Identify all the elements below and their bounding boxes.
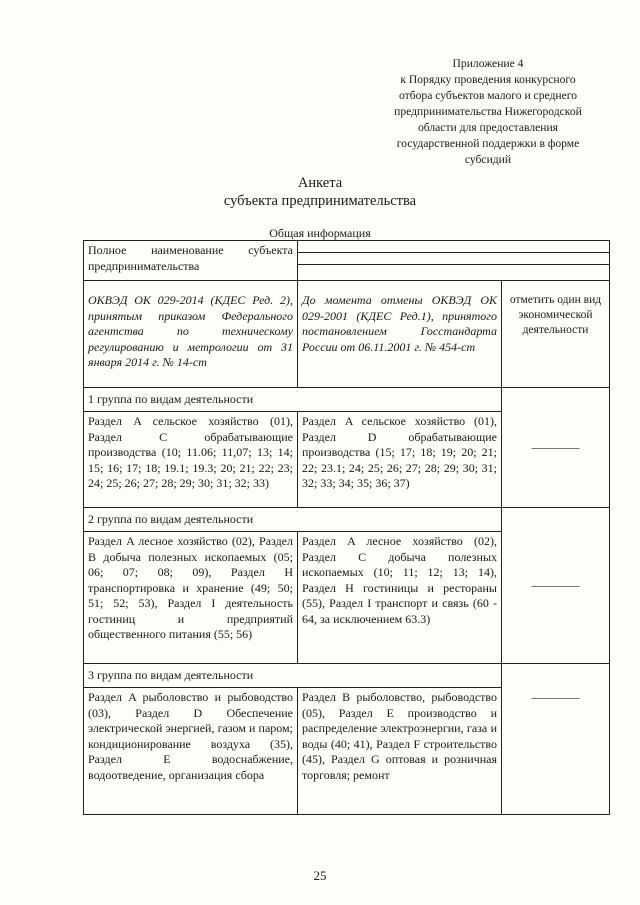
form-title: Анкета xyxy=(297,175,343,191)
appendix-line: предпринимательства Нижегородской xyxy=(394,105,582,118)
name-input-line[interactable] xyxy=(298,253,609,265)
group-1-title: 1 группа по видам деятельности xyxy=(84,388,502,412)
appendix-line: отбора субъектов малого и среднего xyxy=(399,89,577,102)
form-subtitle: субъекта предпринимательства xyxy=(223,193,417,209)
page-number: 25 xyxy=(313,868,327,883)
name-value-cell[interactable] xyxy=(298,241,610,281)
appendix-line: государственной поддержки в форме xyxy=(396,137,580,150)
mark-blank[interactable]: ———— xyxy=(531,690,580,704)
appendix-line: к Порядку проведения конкурсного xyxy=(400,73,576,86)
name-input-line[interactable] xyxy=(298,241,609,253)
name-label: Полное наименование субъекта предпринимательства xyxy=(84,241,298,281)
appendix-line: Приложение 4 xyxy=(452,57,524,70)
group-3-title: 3 группа по видам деятельности xyxy=(84,664,502,688)
group-2-okved-2014: Раздел A лесное хозяйство (02), Раздел B добыча полезных ископаемых (05; 06; 07; 08; 09), Раздел H транспортировка и хранение (49; 50; 51; 52; 53), Раздел I деятельность гостиниц и предприятий общественного питания (55; 56) xyxy=(84,532,298,664)
name-input-line[interactable] xyxy=(298,265,609,277)
mark-blank[interactable]: ———— xyxy=(531,439,580,454)
group-1-okved-2014: Раздел A сельское хозяйство (01), Раздел C обрабатывающие производства (10; 11.06; 11,07; 13; 14; 15; 16; 17; 18; 19.1; 19.3; 20; 21; 22; 23; 24; 25; 26; 27; 28; 29; 30; 31; 32; 33) xyxy=(84,412,298,508)
group-2-okved-2001: Раздел A лесное хозяйство (02), Раздел C добыча полезных ископаемых (10; 11; 12; 13; 14), Раздел H гостиницы и рестораны (55), Раздел I транспорт и связь (60 - 64, за исключением 63.3) xyxy=(298,532,502,664)
group-3-okved-2001: Раздел B рыболовство, рыбоводство (05), Раздел E производство и распределение электроэнергии, газа и воды (40; 41), Раздел F строительство (45), Раздел G оптовая и розничная торговля; ремонт xyxy=(298,688,502,815)
group-3-mark-cell[interactable] xyxy=(502,664,610,815)
questionnaire-table xyxy=(83,240,610,815)
appendix-line: субсидий xyxy=(464,153,512,166)
group-1-mark-cell[interactable] xyxy=(502,388,610,508)
group-2-mark-cell[interactable] xyxy=(502,508,610,664)
group-2-title: 2 группа по видам деятельности xyxy=(84,508,502,532)
okved-2001-header: До момента отмены ОКВЭД ОК 029-2001 (КДЕС Ред.1), принятого постановлением Госстандарта России от 06.11.2001 г. № 454-ст xyxy=(298,281,502,388)
appendix-header xyxy=(370,56,606,168)
okved-2014-header: ОКВЭД ОК 029-2014 (КДЕС Ред. 2), принятым приказом Федерального агентства по техническому регулированию и метрологии от 31 января 2014 г. № 14-ст xyxy=(84,281,298,388)
mark-blank[interactable]: ———— xyxy=(531,577,580,592)
appendix-line: области для предоставления xyxy=(417,121,559,134)
section-title: Общая информация xyxy=(269,226,371,240)
group-3-okved-2014: Раздел A рыболовство и рыбоводство (03), Раздел D Обеспечение электрической энергией, газом и паром; кондиционирование воздуха (35), Раздел E водоснабжение, водоотведение, организация сбора xyxy=(84,688,298,815)
mark-note-header: отметить один вид экономической деятельности xyxy=(502,281,610,388)
group-1-okved-2001: Раздел A сельское хозяйство (01), Раздел D обрабатывающие производства (15; 17; 18; 19; 20; 21; 22; 23.1; 24; 25; 26; 27; 28; 29; 30; 31; 32; 33; 34; 35; 36; 37) xyxy=(298,412,502,508)
